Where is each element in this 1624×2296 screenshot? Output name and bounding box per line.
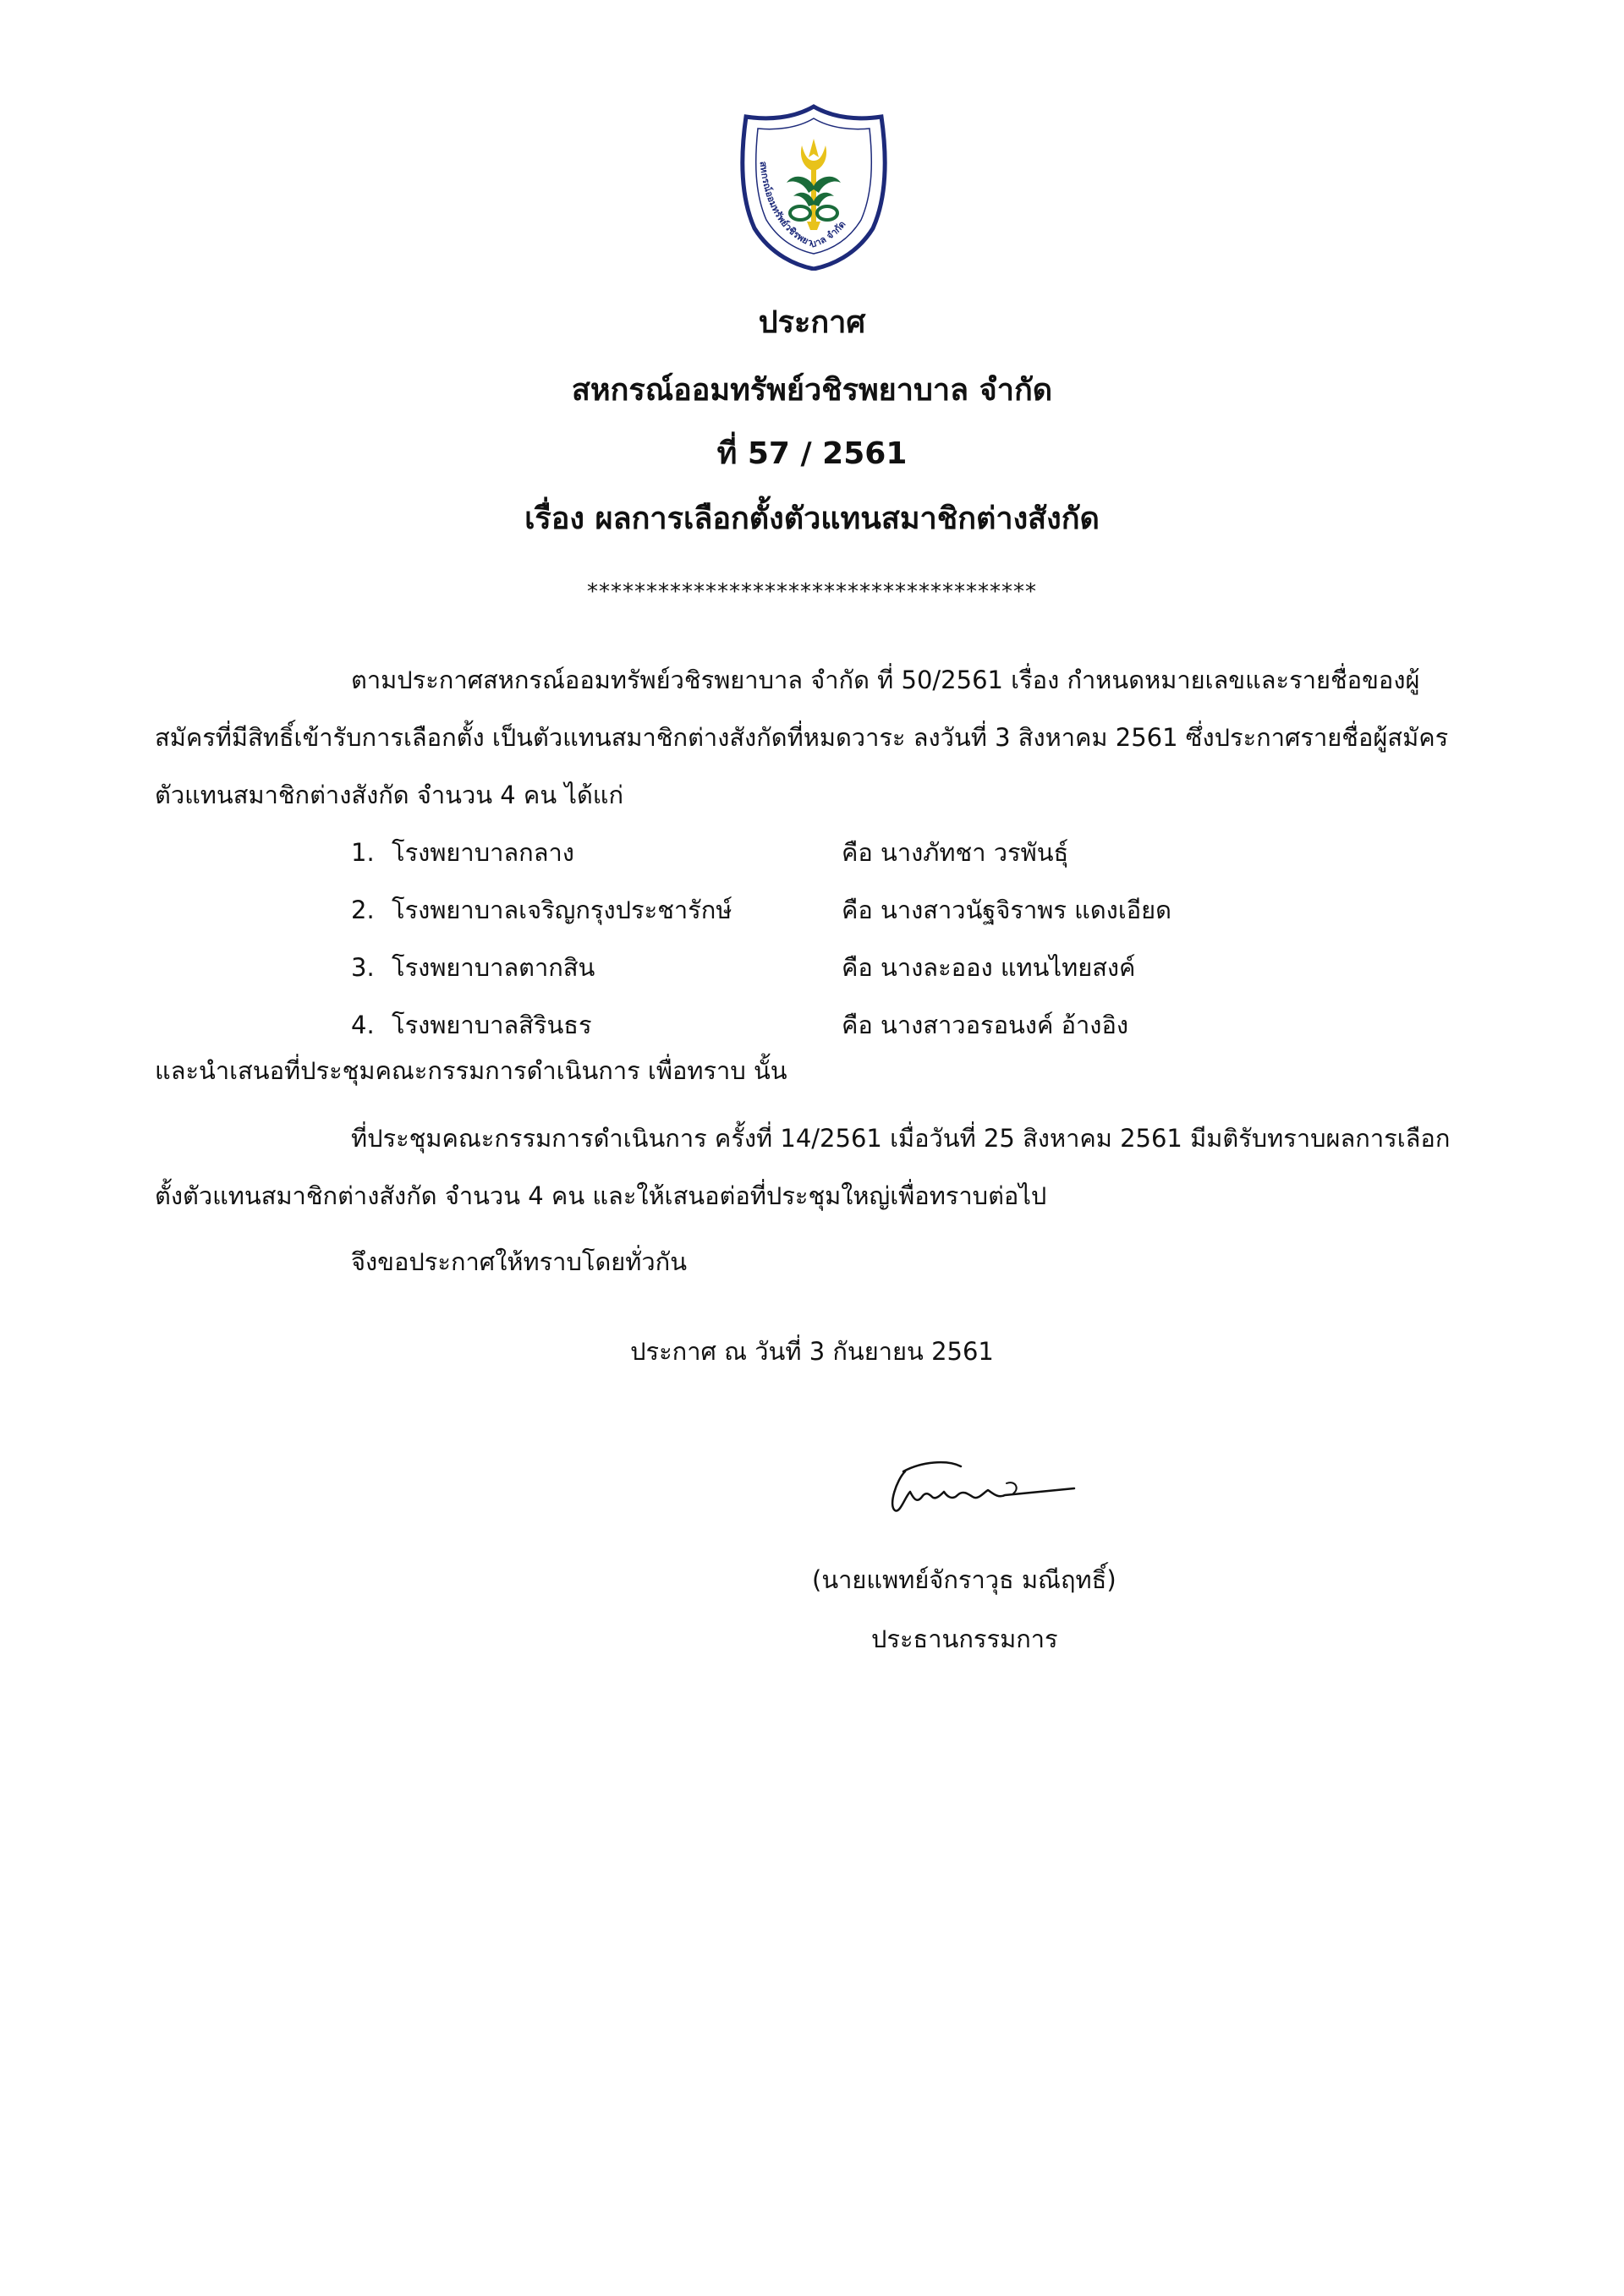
paragraph-resolution [155,1110,1474,1225]
candidate-person: คือ นางภัทชา วรพันธุ์ [842,838,1069,867]
cooperative-emblem-logo [734,101,893,271]
signer-name: (นายแพทย์จักราวุธ มณีฤทธิ์) [812,1565,1116,1594]
announcement-date: ประกาศ ณ วันที่ 3 กันยายน 2561 [630,1337,994,1366]
candidate-row [351,881,1366,939]
candidate-hospital: โรงพยาบาลเจริญกรุงประชารักษ์ [392,896,732,924]
logo-ring-text: สหกรณ์ออมทรัพย์วชิรพยาบาล จำกัด [757,161,848,250]
paragraph-intro-text: ตามประกาศสหกรณ์ออมทรัพย์วชิรพยาบาล จำกัด ที่ 50/2561 เรื่อง กำหนดหมายเลขและรายชื่อของผู้สมัครที่มีสิทธิ์เข้ารับการเลือกตั้ง เป็นตัวแทนสมาชิกต่างสังกัดที่หมดวาระ ลงวันที่ 3 สิงหาคม 2561 ซึ่งประกาศรายชื่อผู้สมัครตัวแทนสมาชิกต่างสังกัด จำนวน 4 คน ได้แก่ [155,666,1449,809]
candidate-person: คือ นางสาวนัฐจิราพร แดงเอียด [842,896,1171,924]
candidate-hospital: โรงพยาบาลสิรินธร [392,1011,592,1039]
candidate-row [351,824,1366,881]
signer-position: ประธานกรรมการ [871,1625,1058,1653]
candidate-number: 2. [351,896,375,924]
candidate-hospital: โรงพยาบาลตากสิน [392,953,595,982]
announcement-number: ที่ 57 / 2561 [716,436,908,471]
doc-heading: ประกาศ [758,305,866,340]
handwritten-signature [880,1455,1083,1522]
candidate-number: 3. [351,953,375,982]
candidate-hospital: โรงพยาบาลกลาง [392,838,574,867]
candidate-row [351,939,1366,996]
candidate-number: 1. [351,838,375,867]
candidate-person: คือ นางละออง แทนไทยสงค์ [842,953,1136,982]
after-list-text: และนำเสนอที่ประชุมคณะกรรมการดำเนินการ เพื่อทราบ นั้น [155,1056,787,1085]
candidate-number: 4. [351,1011,375,1039]
separator-line: ************************************** [587,579,1037,605]
announcement-subject: เรื่อง ผลการเลือกตั้งตัวแทนสมาชิกต่างสังกัด [524,501,1100,536]
announce-text: จึงขอประกาศให้ทราบโดยทั่วกัน [351,1247,688,1276]
paragraph-intro [155,651,1474,824]
candidate-row [351,996,1366,1054]
organization-name: สหกรณ์ออมทรัพย์วชิรพยาบาล จำกัด [571,373,1053,408]
candidate-person: คือ นางสาวอรอนงค์ อ้างอิง [842,1011,1129,1039]
candidate-list [351,824,1366,1054]
paragraph-resolution-text: ที่ประชุมคณะกรรมการดำเนินการ ครั้งที่ 14/2561 เมื่อวันที่ 25 สิงหาคม 2561 มีมติรับทราบผลการเลือกตั้งตัวแทนสมาชิกต่างสังกัด จำนวน 4 คน และให้เสนอต่อที่ประชุมใหญ่เพื่อทราบต่อไป [155,1124,1451,1210]
